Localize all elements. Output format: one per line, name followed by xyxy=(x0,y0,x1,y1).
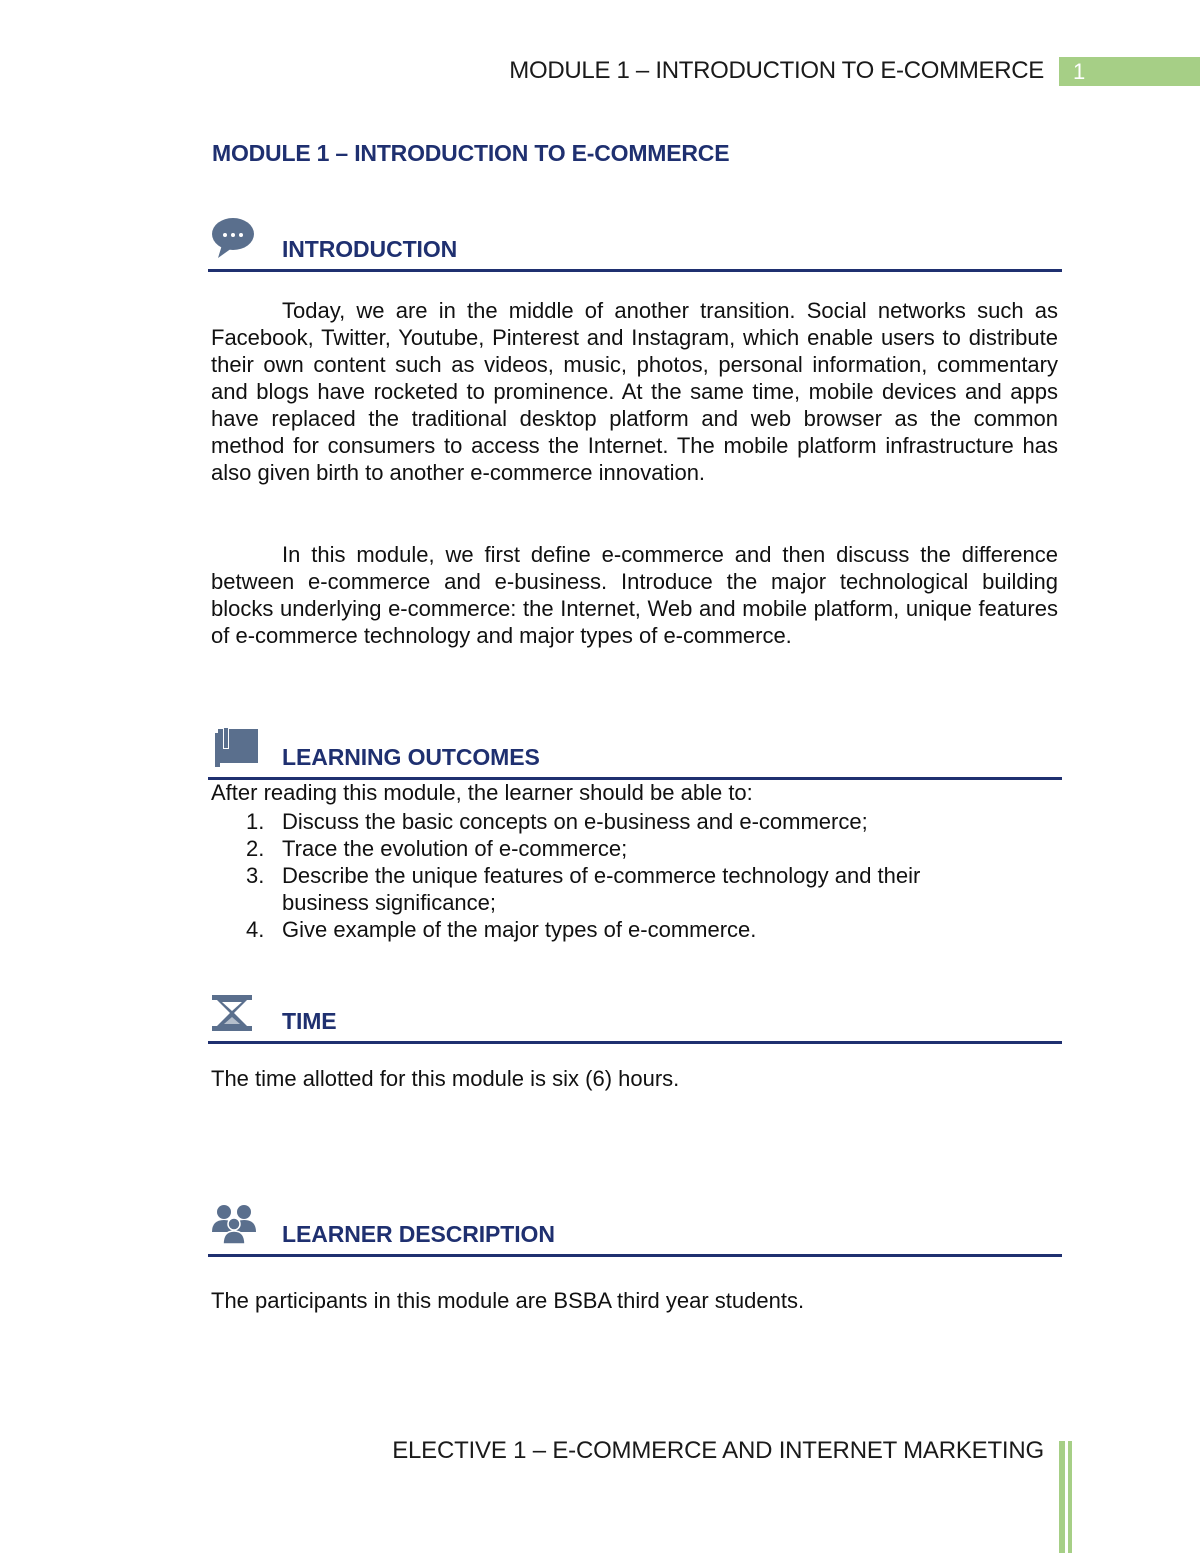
list-item: 1. Discuss the basic concepts on e-business and e-commerce; xyxy=(246,809,868,834)
speech-bubble-icon xyxy=(210,217,256,264)
section-header-learning-outcomes xyxy=(208,725,1062,780)
introduction-paragraph-2: In this module, we first define e-commerce and then discuss the difference between e-commerce and e-business. Introduce the major technological building blocks underlying e-commerce: the Internet, Web and mobile platform, unique features of e-commerce technology and major types of e-commerce. xyxy=(211,542,1058,648)
section-header-learner-description xyxy=(208,1202,1062,1257)
people-icon xyxy=(210,1202,258,1249)
section-title-introduction: INTRODUCTION xyxy=(282,236,458,262)
footer-accent-bar xyxy=(1068,1441,1072,1553)
list-item: 4. Give example of the major types of e-commerce. xyxy=(246,917,757,942)
footer-accent-bar xyxy=(1059,1441,1065,1553)
learning-outcomes-lead: After reading this module, the learner should be able to: xyxy=(211,780,753,805)
section-header-time xyxy=(208,989,1062,1044)
page-number: 1 xyxy=(1073,59,1086,84)
section-title-learner-description: LEARNER DESCRIPTION xyxy=(282,1221,555,1247)
list-item: 2. Trace the evolution of e-commerce; xyxy=(246,836,628,861)
book-icon xyxy=(210,725,260,774)
running-footer-title: ELECTIVE 1 – E-COMMERCE AND INTERNET MARKETING xyxy=(392,1437,1044,1464)
learning-outcomes-list xyxy=(211,808,991,943)
section-header-introduction xyxy=(208,217,1062,272)
learner-description-text: The participants in this module are BSBA third year students. xyxy=(211,1288,805,1313)
module-title: MODULE 1 – INTRODUCTION TO E-COMMERCE xyxy=(212,140,730,166)
list-item: 3. Describe the unique features of e-commerce technology and their business significance; xyxy=(246,863,921,915)
running-header-title: MODULE 1 – INTRODUCTION TO E-COMMERCE xyxy=(509,57,1044,84)
running-header xyxy=(0,52,1200,88)
page-number-tab xyxy=(1059,57,1200,86)
section-title-learning-outcomes: LEARNING OUTCOMES xyxy=(282,744,540,770)
introduction-paragraph-1: Today, we are in the middle of another transition. Social networks such as Facebook, Twitter, Youtube, Pinterest and Instagram, which enable users to distribute their own content such as videos, music, photos, personal information, commentary and blogs have rocketed to prominence. At the same time, mobile devices and apps have replaced the traditional desktop platform and web browser as the common method for consumers to access the Internet. The mobile platform infrastructure has also given birth to another e-commerce innovation. xyxy=(211,298,1058,485)
hourglass-icon xyxy=(210,989,254,1038)
section-title-time: TIME xyxy=(282,1008,337,1034)
time-text: The time allotted for this module is six (6) hours. xyxy=(211,1066,680,1091)
